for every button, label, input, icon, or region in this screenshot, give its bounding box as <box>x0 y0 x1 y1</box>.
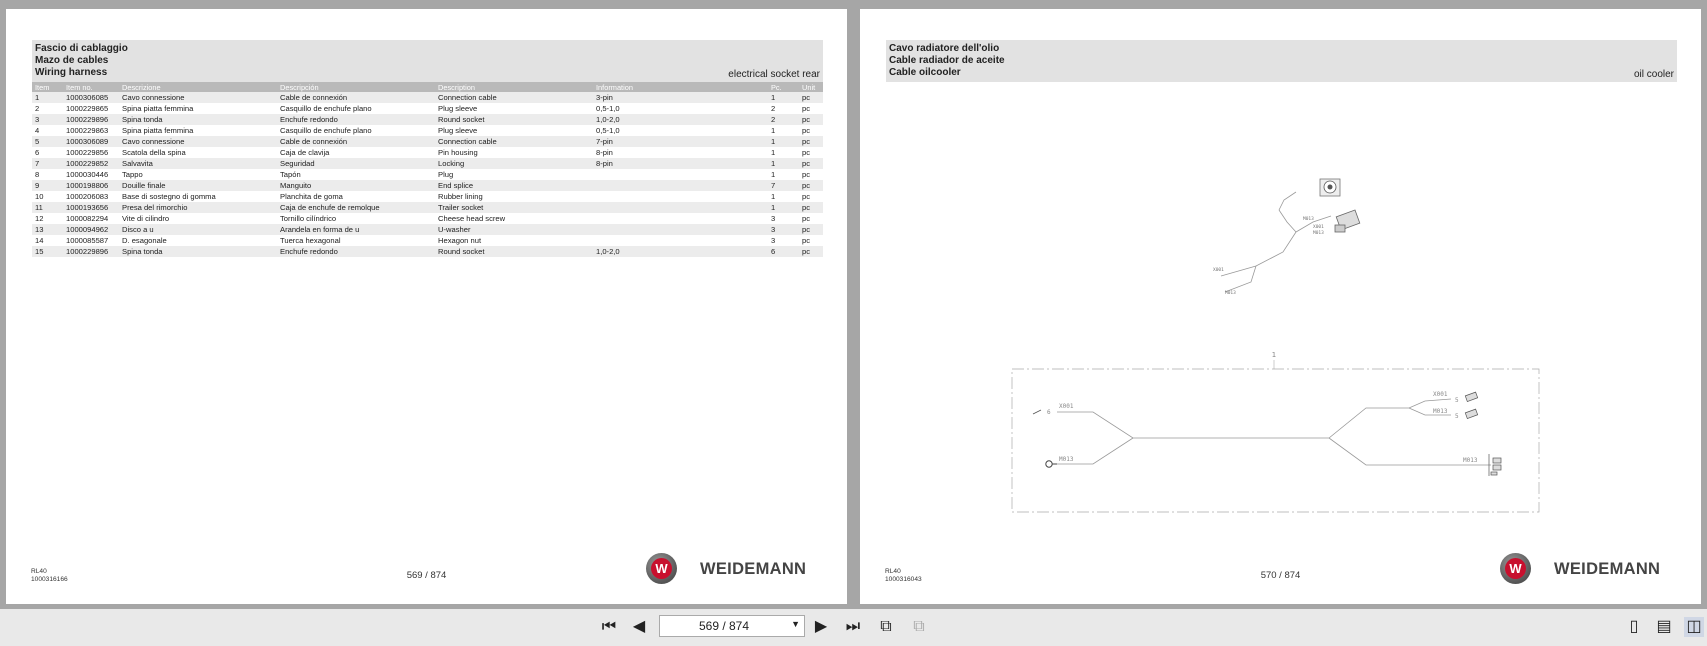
table-cell: Cavo connessione <box>119 92 277 103</box>
table-row <box>32 246 823 257</box>
right-title-it: Cavo radiatore dell'olio <box>889 43 1000 54</box>
table-cell: Plug <box>438 170 454 179</box>
table-cell: pc <box>799 114 823 125</box>
thumb-label: M013 <box>1225 291 1236 296</box>
table-cell: Rubber lining <box>438 192 483 201</box>
table-cell: 3 <box>32 114 63 125</box>
schem-label-m013-right: M013 <box>1433 408 1448 415</box>
pin-count-label: 5 <box>1455 397 1459 404</box>
thumb-label: X001 <box>1313 225 1324 230</box>
table-cell: Enchufe redondo <box>277 246 435 257</box>
table-cell: pc <box>799 136 823 147</box>
left-title-es: Mazo de cables <box>35 55 109 66</box>
single-page-icon[interactable]: ▯ <box>1629 618 1639 635</box>
table-row <box>32 125 823 136</box>
continuous-page-icon[interactable]: ▤ <box>1656 618 1672 635</box>
table-cell: 1,0-2,0 <box>593 246 768 257</box>
table-cell: 2 <box>35 104 40 113</box>
table-cell: 6 <box>768 246 799 257</box>
dropdown-arrow-icon[interactable]: ▼ <box>791 619 800 629</box>
table-row <box>32 114 823 125</box>
column-header: Item no. <box>63 82 119 92</box>
table-cell: Base di sostegno di gomma <box>122 192 216 201</box>
right-header <box>886 40 1677 82</box>
table-cell: 1 <box>771 126 776 135</box>
thumb-label: M013 <box>1313 231 1324 236</box>
table-cell: 9 <box>32 180 63 191</box>
table-cell: 4 <box>35 126 40 135</box>
table-cell: Pin housing <box>438 148 478 157</box>
table-cell: 6 <box>35 148 40 157</box>
left-title-en: Wiring harness <box>35 67 108 78</box>
plug-sleeve-icon <box>1033 410 1041 414</box>
table-cell: pc <box>799 180 823 191</box>
table-cell: 3 <box>771 214 776 223</box>
table-cell: 1 <box>32 92 63 103</box>
table-cell: Manguito <box>277 180 435 191</box>
table-cell: pc <box>799 92 823 103</box>
table-cell: Casquillo de enchufe plano <box>280 104 372 113</box>
schem-label-m013-bottom: M013 <box>1463 457 1478 464</box>
table-cell: Connection cable <box>435 92 593 103</box>
table-cell: 15 <box>32 246 63 257</box>
column-header: Information <box>593 82 768 92</box>
table-cell <box>593 202 768 213</box>
column-header: Pc. <box>768 82 799 92</box>
wiring-schematic <box>1011 352 1541 514</box>
table-cell: 3 <box>768 224 799 235</box>
ring-terminal-icon <box>1046 461 1057 467</box>
table-cell: Cavo connessione <box>119 136 277 147</box>
table-cell: 2 <box>771 104 776 113</box>
left-page-number: 569 / 874 <box>406 570 447 581</box>
table-cell: Seguridad <box>277 158 435 169</box>
current-page: 569 / 874 <box>698 619 750 633</box>
table-cell: Spina piatta femmina <box>122 126 194 135</box>
table-row <box>32 103 823 114</box>
table-cell: Hexagon nut <box>438 236 482 245</box>
table-cell: 2 <box>768 114 799 125</box>
table-cell: 1000229896 <box>63 246 119 257</box>
table-cell: Casquillo de enchufe plano <box>280 126 372 135</box>
column-header: Item <box>32 82 63 92</box>
right-title-en: Cable oilcooler <box>889 67 961 78</box>
prev-page-icon[interactable]: ◀ <box>632 618 646 635</box>
table-cell: Connection cable <box>435 136 593 147</box>
table-cell: 1 <box>771 170 776 179</box>
table-cell: 1000229896 <box>63 114 119 125</box>
table-cell: 0,5-1,0 <box>596 104 620 113</box>
parts-table <box>32 82 823 257</box>
forward-view-icon[interactable]: ⧉ <box>913 618 925 635</box>
weidemann-logo-icon <box>646 553 677 584</box>
weidemann-logo-icon <box>1500 553 1531 584</box>
table-row <box>32 191 823 202</box>
table-cell: 3 <box>771 236 776 245</box>
table-cell: 1000094962 <box>63 224 119 235</box>
table-cell: Trailer socket <box>435 202 593 213</box>
table-row <box>32 92 823 103</box>
table-cell: pc <box>802 104 811 113</box>
right-title-es: Cable radiador de aceite <box>889 55 1005 66</box>
left-header <box>32 40 823 82</box>
table-cell <box>593 169 768 180</box>
table-cell: 1000198806 <box>63 180 119 191</box>
table-cell: 7 <box>768 180 799 191</box>
table-cell: 1 <box>768 202 799 213</box>
table-row <box>32 213 823 224</box>
table-cell: 0,5-1,0 <box>596 126 620 135</box>
left-subtitle: electrical socket rear <box>728 69 820 80</box>
table-cell: 1000229865 <box>66 104 109 113</box>
table-cell: Scatola della spina <box>122 148 186 157</box>
right-subtitle: oil cooler <box>1633 69 1674 80</box>
table-row <box>32 169 823 180</box>
table-cell: Tuerca hexagonal <box>280 236 341 245</box>
pin-count-label: 6 <box>1047 409 1051 416</box>
table-cell: 1000229852 <box>63 158 119 169</box>
table-cell: pc <box>802 192 811 201</box>
table-cell: End splice <box>435 180 593 191</box>
table-cell: pc <box>799 202 823 213</box>
table-cell: 10 <box>35 192 44 201</box>
table-cell: 1000082294 <box>66 214 109 223</box>
brand-name: WEIDEMANN <box>1554 560 1661 578</box>
brand-name: WEIDEMANN <box>700 560 807 578</box>
table-body <box>32 92 823 257</box>
viewer-toolbar <box>0 609 1707 646</box>
table-cell: Spina tonda <box>119 114 277 125</box>
table-cell: 1,0-2,0 <box>593 114 768 125</box>
table-cell: 8-pin <box>596 148 613 157</box>
table-cell: Planchita de goma <box>280 192 343 201</box>
table-cell: Caja de enchufe de remolque <box>277 202 435 213</box>
table-cell: pc <box>802 236 811 245</box>
last-page-icon[interactable]: ⏭ <box>845 618 861 635</box>
table-cell: 1000030446 <box>66 170 109 179</box>
table-cell: 8 <box>35 170 40 179</box>
table-cell: 1000229856 <box>66 148 109 157</box>
table-cell: 13 <box>32 224 63 235</box>
table-cell: Plug sleeve <box>438 126 478 135</box>
left-doc-number: 1000316166 <box>31 576 68 583</box>
table-cell: D. esagonale <box>122 236 167 245</box>
table-cell: Plug sleeve <box>438 104 478 113</box>
first-page-icon[interactable]: ⏮ <box>601 618 617 635</box>
table-cell: Spina piatta femmina <box>122 104 194 113</box>
table-row <box>32 180 823 191</box>
table-cell: Presa del rimorchio <box>119 202 277 213</box>
thumb-label: X001 <box>1213 268 1224 273</box>
table-cell: Cheese head screw <box>438 214 506 223</box>
table-cell: Cable de connexión <box>277 92 435 103</box>
table-cell: Douille finale <box>119 180 277 191</box>
table-cell: 8-pin <box>593 158 768 169</box>
right-page-number: 570 / 874 <box>1260 570 1301 581</box>
table-cell: Spina tonda <box>119 246 277 257</box>
table-cell: Tapón <box>280 170 301 179</box>
logo-letter: W <box>651 558 672 579</box>
table-cell: 1000193656 <box>63 202 119 213</box>
table-cell <box>593 180 768 191</box>
table-cell: Round socket <box>435 114 593 125</box>
table-cell: U-washer <box>435 224 593 235</box>
harness-3d-illustration <box>1201 170 1381 305</box>
column-header: Descrizione <box>119 82 277 92</box>
table-cell: Arandela en forma de u <box>277 224 435 235</box>
item-callout: 1 <box>1271 352 1277 359</box>
table-cell: Tornillo cilíndrico <box>280 214 337 223</box>
page-selector[interactable] <box>659 615 805 637</box>
table-row <box>32 202 823 213</box>
table-cell: 1000229863 <box>66 126 109 135</box>
table-cell: Cable de connexión <box>277 136 435 147</box>
table-cell: 1000085587 <box>66 236 109 245</box>
two-page-icon[interactable]: ◫ <box>1684 617 1704 637</box>
table-row <box>32 235 823 246</box>
table-cell: pc <box>799 158 823 169</box>
table-cell: 7-pin <box>593 136 768 147</box>
column-header: Unit <box>799 82 823 92</box>
table-cell: Vite di cilindro <box>122 214 170 223</box>
table-cell: pc <box>802 214 811 223</box>
table-cell: pc <box>802 170 811 179</box>
table-cell: pc <box>799 224 823 235</box>
table-cell: 1000306089 <box>63 136 119 147</box>
thumb-label: M013 <box>1303 217 1314 222</box>
table-cell: 5 <box>32 136 63 147</box>
schem-label-x001-left: X001 <box>1059 403 1074 410</box>
right-doc-number: 1000316043 <box>885 576 922 583</box>
table-cell: 11 <box>32 202 63 213</box>
logo-letter: W <box>1505 558 1526 579</box>
table-cell <box>593 213 768 224</box>
table-cell: 1000206083 <box>66 192 109 201</box>
table-cell: pc <box>802 148 811 157</box>
table-row <box>32 158 823 169</box>
table-cell: 1 <box>768 92 799 103</box>
table-row <box>32 147 823 158</box>
table-cell: 12 <box>35 214 44 223</box>
schem-label-x001-right: X001 <box>1433 391 1448 398</box>
table-cell: Disco a u <box>119 224 277 235</box>
table-cell: Tappo <box>122 170 143 179</box>
left-model: RL40 <box>31 568 47 575</box>
table-cell: Salvavita <box>119 158 277 169</box>
table-cell: 1 <box>771 148 776 157</box>
table-row <box>32 136 823 147</box>
column-header: Description <box>435 82 593 92</box>
right-model: RL40 <box>885 568 901 575</box>
next-page-icon[interactable]: ▶ <box>814 618 828 635</box>
table-cell: pc <box>802 126 811 135</box>
table-cell: Enchufe redondo <box>277 114 435 125</box>
table-cell: 1 <box>768 136 799 147</box>
table-cell: Locking <box>435 158 593 169</box>
table-cell: Round socket <box>435 246 593 257</box>
left-title-it: Fascio di cablaggio <box>35 43 128 54</box>
table-header-row <box>32 82 823 92</box>
schem-label-m013-left: M013 <box>1059 456 1074 463</box>
table-cell: 1000306085 <box>63 92 119 103</box>
table-cell: 1 <box>768 158 799 169</box>
table-cell <box>593 224 768 235</box>
table-cell <box>593 191 768 202</box>
table-cell: 14 <box>35 236 44 245</box>
table-cell: 1 <box>771 192 776 201</box>
column-header: Descripción <box>277 82 435 92</box>
left-page <box>6 9 847 604</box>
table-row <box>32 224 823 235</box>
table-cell <box>593 235 768 246</box>
table-cell: Caja de clavija <box>280 148 330 157</box>
pin-count-label: 5 <box>1455 413 1459 420</box>
table-cell: pc <box>799 246 823 257</box>
table-cell: 7 <box>32 158 63 169</box>
right-page <box>860 9 1701 604</box>
back-view-icon[interactable]: ⧉ <box>880 618 892 635</box>
table-cell: 3-pin <box>593 92 768 103</box>
